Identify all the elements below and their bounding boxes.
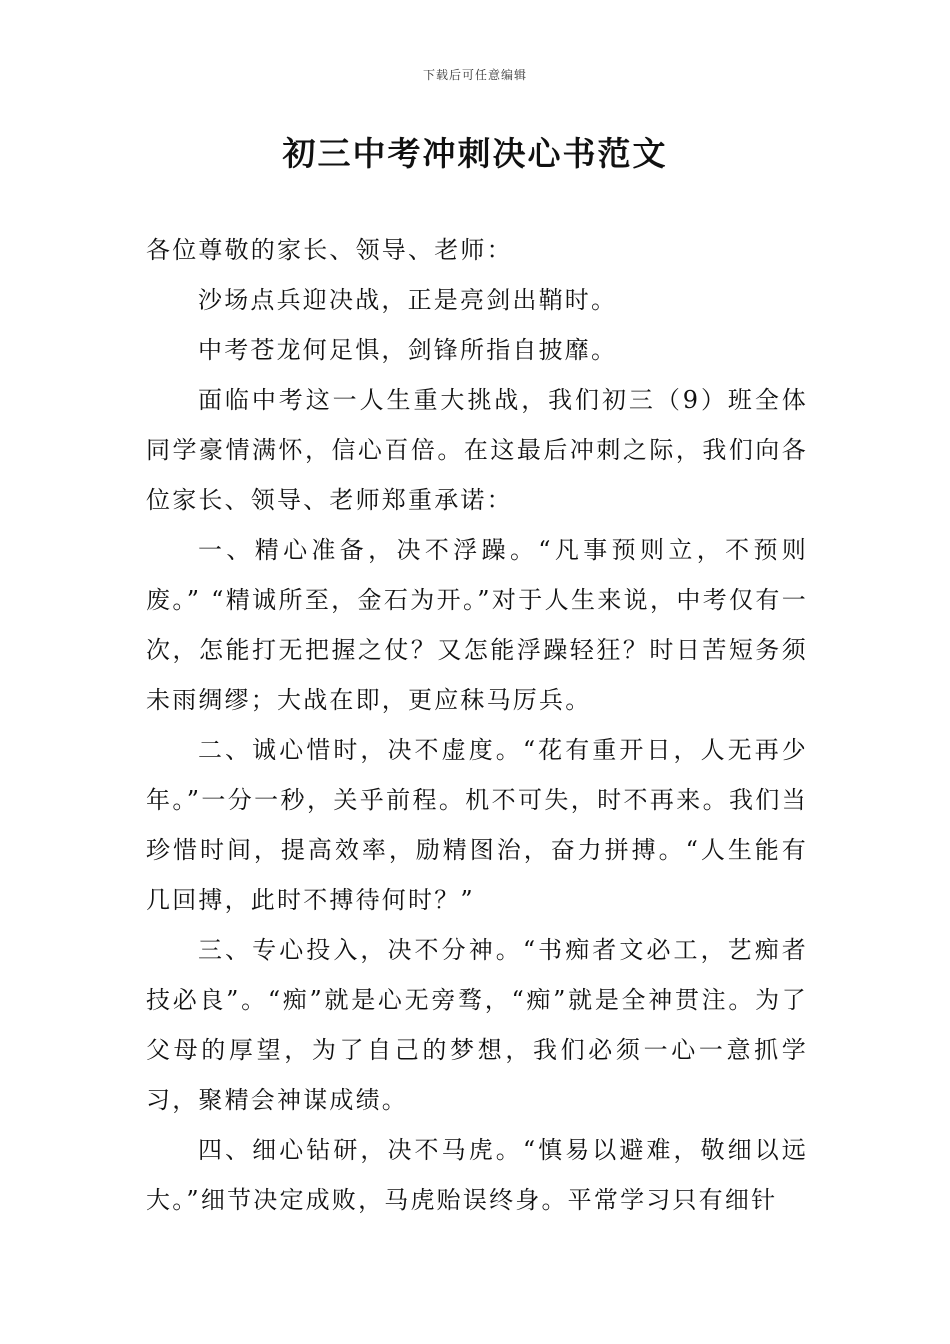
paragraph-5: 二、诚心惜时，决不虚度。“花有重开日，人无再少年。”一分一秒，关乎前程。机不可失，时不再来。我们当珍惜时间，提高效率，励精图治，奋力拼搏。“人生能有几回搏，此时不搏待何时？” <box>146 736 808 914</box>
header-note: 下载后可任意编辑 <box>422 68 527 82</box>
paragraph-3: 面临中考这一人生重大挑战，我们初三（9）班全体同学豪情满怀，信心百倍。在这最后冲刺之际，我们向各位家长、领导、老师郑重承诺： <box>146 386 808 514</box>
paragraph-4: 一、精心准备，决不浮躁。“凡事预则立，不预则废。” “精诚所至，金石为开。”对于人生来说，中考仅有一次，怎能打无把握之仗？又怎能浮躁轻狂？时日苦短务须未雨绸缪；大战在即，更应秣马厉兵。 <box>146 536 808 714</box>
salutation: 各位尊敬的家长、领导、老师： <box>146 236 513 264</box>
document-body <box>146 225 808 1225</box>
paragraph-7: 四、细心钻研，决不马虎。“慎易以避难，敬细以远大。”细节决定成败，马虎贻误终身。平常学习只有细针 <box>146 1136 808 1214</box>
document-title: 初三中考冲刺决心书范文 <box>282 134 668 173</box>
paragraph-6: 三、专心投入，决不分神。“书痴者文必工，艺痴者技必良”。“痴”就是心无旁骛，“痴”就是全神贯注。为了父母的厚望，为了自己的梦想，我们必须一心一意抓学习，聚精会神谋成绩。 <box>146 936 808 1114</box>
paragraph-2: 中考苍龙何足惧，剑锋所指自披靡。 <box>198 336 618 364</box>
paragraph-1: 沙场点兵迎决战，正是亮剑出鞘时。 <box>198 286 618 314</box>
